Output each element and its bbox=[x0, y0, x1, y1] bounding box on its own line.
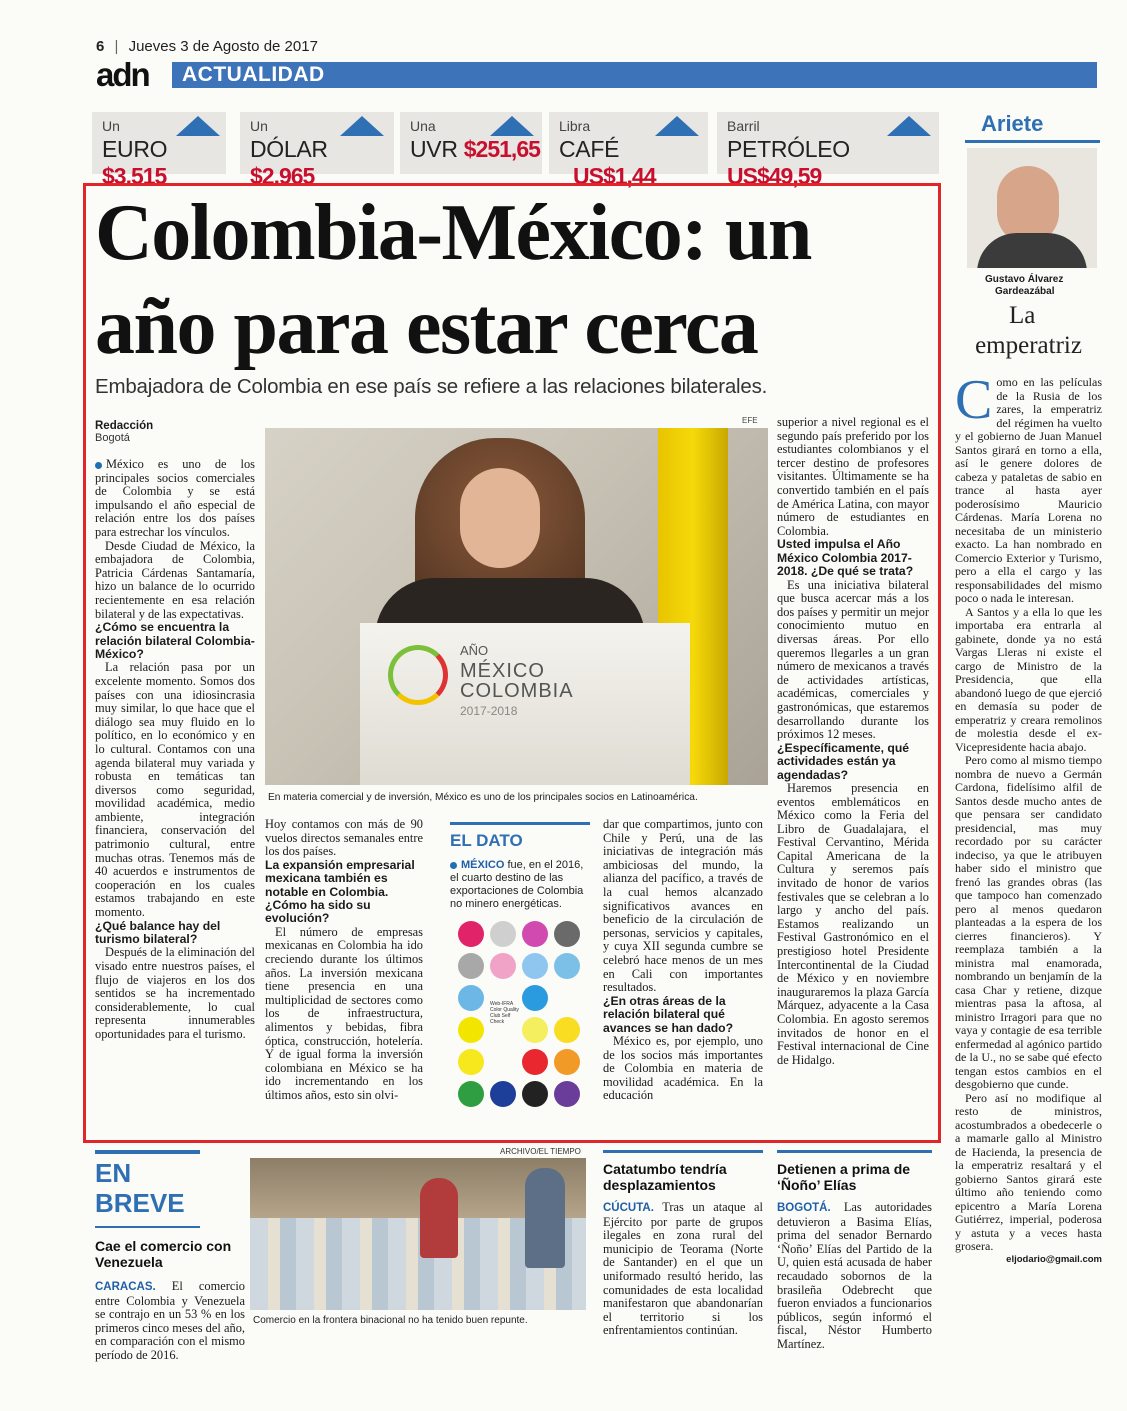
brief-city: CARACAS. bbox=[95, 1281, 156, 1293]
photo-credit: EFE bbox=[742, 416, 758, 425]
brief-nono-elias bbox=[777, 1150, 932, 1352]
up-arrow-icon bbox=[490, 116, 534, 136]
ticker-petroleo: Barril PETRÓLEO US$49,59 bbox=[717, 112, 939, 174]
section-bar bbox=[172, 62, 1097, 88]
brief-title: Catatumbo tendría desplazamientos bbox=[603, 1161, 727, 1193]
brief-city: BOGOTÁ. bbox=[777, 1202, 831, 1214]
column-paragraph: Pero así no modifique al resto de ministros, acostumbrados a obedecerle o a mamarle gallo al Ministro de Hacienda, la presencia de la emperatriz resaltará y el gobierno Santos girará este último año teniendo como epicentro a María Lorena Gutiérrez, imperial, poderosa y astuta y a veces hasta grosera. bbox=[955, 1090, 1102, 1253]
brief-title: Detienen a prima de ‘Ñoño’ Elías bbox=[777, 1161, 911, 1193]
column-title-2: emperatriz bbox=[975, 332, 1082, 359]
column-title-1: La bbox=[1009, 302, 1036, 329]
column-paragraph: omo en las películas de la Rusia de los zares, la emperatriz del régimen ha vuelto y el gobierno de Juan Manuel Santos girará en torno a ella, así le genere dolores de cabeza y pataletas de sabio en trance al hasta ayer poderosísimo Mauricio Cárdenas. María Lorena no necesitaba de un ministerio exacto. La han nombrado en Comercio Exterior y Turismo, pero a ella el cargo y las responsabilidades del mismo poco o nada le interesan. bbox=[955, 375, 1102, 605]
up-arrow-icon bbox=[887, 116, 931, 136]
article-paragraph: La relación pasa por un excelente momento. Somos dos países con una idiosincrasia muy similar, lo que hace que el diálogo sea muy fluido en lo político, en lo económico y en lo cultural. Contamos con una agenda bilateral muy variada y robusta en temáticas tan diversos como seguridad, movilidad académica, medio ambiente, integración financiera, conservación del patrimonio cultural, entre muchas otras. Tenemos más de 40 acuerdos e instrumentos de cooperación en los cuales estamos trabajando en este momento. bbox=[95, 660, 255, 920]
person-shape bbox=[420, 1178, 458, 1258]
podium-logo-icon bbox=[388, 645, 448, 705]
author-name-2: Gardeazábal bbox=[995, 286, 1055, 297]
article-column-2 bbox=[265, 818, 423, 1103]
interview-question: ¿Qué balance hay del turismo bilateral? bbox=[95, 918, 221, 947]
brand-logo: adn bbox=[96, 56, 149, 93]
article-paragraph: México es, por ejemplo, uno de los socios más importantes de Colombia en materia de movilidad académica. En la educación bbox=[603, 1033, 763, 1103]
article-paragraph: El número de empresas mexicanas en Colombia ha ido creciendo durante los últimos años. La inversión mexicana tiene presencia en una multiplicidad de sectores como los de infraestructura, alimentos y bebidas, fibra óptica, construcción, hotelería. Y de igual forma la inversión colombiana en México se ha ido incrementando en los últimos años, esto sin olvi- bbox=[265, 924, 423, 1102]
brief-title: Cae el comercio con Venezuela bbox=[95, 1238, 232, 1270]
subheadline: Embajadora de Colombia en ese país se refiere a las relaciones bilaterales. bbox=[95, 375, 768, 398]
author-photo bbox=[967, 148, 1097, 268]
article-lead: México es uno de los principales socios comerciales de Colombia y se está impulsando el año especial de relación entre los dos países para estrechar los vínculos. bbox=[95, 457, 255, 539]
brief-text: Las autoridades detuvieron a Basima Elías, prima del senador Bernardo ‘Ñoño’ Elías del Partido de la U, quien está acusada de haber recaudado sobornos de la brasileña Odebrecht que fueron enviados a funcionarios públicos, según informó el fiscal, Néstor Humberto Martínez. bbox=[777, 1200, 932, 1351]
article-column-1 bbox=[95, 420, 255, 1042]
author-email[interactable]: eljodario@gmail.com bbox=[1006, 1253, 1102, 1265]
interview-question: ¿En otras áreas de la relación bilateral qué avances se han dado? bbox=[603, 993, 734, 1035]
drop-cap: C bbox=[955, 369, 993, 431]
interview-question: ¿Cómo se encuentra la relación bilateral Colombia-México? bbox=[95, 620, 255, 661]
article-paragraph: dar que compartimos, junto con Chile y Perú, una de las iniciativas de integración más ambiciosas del mundo, la alianza del pacífico, a través de la cual hemos alcanzado significativos avances en beneficio de la circulación de personas, servicios y capitales, y cuya XII segunda cumbre se celebró hace menos de un mes en Cali con importantes resultados. bbox=[603, 817, 763, 995]
brief-catatumbo bbox=[603, 1150, 763, 1338]
bullet-icon bbox=[95, 462, 102, 469]
photo-caption: En materia comercial y de inversión, México es uno de los principales socios en Latinoamérica. bbox=[268, 792, 698, 803]
article-column-4 bbox=[603, 818, 763, 1103]
person-shape bbox=[525, 1168, 565, 1268]
page-number: 6 bbox=[96, 38, 105, 55]
brief-photo-credit: ARCHIVO/EL TIEMPO bbox=[500, 1147, 581, 1156]
en-breve-label-1: EN bbox=[95, 1158, 132, 1188]
article-paragraph: Es una iniciativa bilateral que busca acercar más a los dos países y permitir un mejor conocimiento mutuo en diversas áreas. Por ello queremos llegarles a un gran número de mexicanos a través de actividades artísticas, académicas, comerciales y gastronómicas, que estaremos desarrollando durante los próximos 12 meses. bbox=[777, 577, 929, 742]
article-paragraph: Haremos presencia en eventos emblemáticos en México como la Feria del Libro de Guadalajara, el Festival Cervantino, Mérida Capital Americana de la Cultura y seremos país invitado de honor de varios festivales que se celebran a lo largo y ancho del país. Estamos realizando un Festival Gastronómico en el prestigioso hotel Presidente Intercontinental de la Ciudad de México y en noviembre inauguraremos la plaza García Márquez, adyacente a la Casa Colombia. En agosto seremos invitados de honor en el Festival internacional de Cine de Hidalgo. bbox=[777, 780, 929, 1067]
interview-question: Usted impulsa el Año México Colombia 2017-2018. ¿De qué se trata? bbox=[777, 537, 914, 579]
ticker-dolar: Un DÓLAR $2.965 bbox=[240, 112, 394, 174]
author-name-1: Gustavo Álvarez bbox=[985, 274, 1064, 285]
up-arrow-icon bbox=[655, 116, 699, 136]
el-dato-box bbox=[450, 822, 590, 1142]
podium: AÑO MÉXICO COLOMBIA 2017-2018 bbox=[360, 623, 690, 785]
up-arrow-icon bbox=[340, 116, 384, 136]
article-paragraph: Desde Ciudad de México, la embajadora de Colombia, Patricia Cárdenas Santamaría, hizo un balance de lo ocurrido recientemente en esa relación bilateral y de las expectativas. bbox=[95, 538, 255, 621]
color-check-chart bbox=[450, 921, 580, 1111]
el-dato-lead: MÉXICO bbox=[461, 859, 505, 871]
el-dato-text: fue, en el 2016, el cuarto destino de las exportaciones de Colombia no minero energéticas. bbox=[450, 859, 584, 910]
brief-text: El comercio entre Colombia y Venezuela se contrajo en un 53 % en los primeros cinco meses del año, en comparación con el mismo período de 2016. bbox=[95, 1279, 245, 1362]
opinion-column bbox=[955, 104, 1102, 1265]
brief-text: Tras un ataque al Ejército por parte de grupos ilegales en zona rural del municipio de Teorama (Norte de Santander) en el que un uniformado resultó herido, las comunidades de esta localidad manifestaron que abandonarían el territorio si los enfrentamientos continúan. bbox=[603, 1200, 763, 1338]
interview-question: La expansión empresarial mexicana también es notable en Colombia. ¿Cómo ha sido su evolución? bbox=[265, 857, 415, 926]
page-date: Jueves 3 de Agosto de 2017 bbox=[128, 38, 318, 55]
color-check-label: Web-IFRA Color Quality Club Self Check bbox=[490, 1001, 519, 1025]
headline-line-1: Colombia-México: un bbox=[95, 189, 811, 277]
interview-question: ¿Específicamente, qué actividades están ya agendadas? bbox=[777, 740, 910, 782]
brief-photo bbox=[250, 1158, 586, 1310]
bullet-icon bbox=[450, 862, 457, 869]
article-paragraph: Después de la eliminación del visado entre nuestros países, el flujo de viajeros en los dos sentidos se ha incrementado considerablemente, lo cual representa innumerables oportunidades para el turismo. bbox=[95, 945, 255, 1041]
article-photo bbox=[265, 428, 768, 785]
article-column-5 bbox=[777, 416, 929, 1067]
ticker-uvr: Una UVR $251,65 bbox=[400, 112, 542, 174]
byline: Redacción bbox=[95, 420, 154, 432]
ticker-euro: Un EURO $3.515 bbox=[92, 112, 226, 174]
up-arrow-icon bbox=[176, 116, 220, 136]
column-paragraph: Pero como al mismo tiempo nombra de nuevo a Germán Cardona, fidelísimo alfil de Santos desde mucho antes de que pensara ser candidato presidencial, mas muy recordado por su carácter indeciso, ya que le atribuyen haber sido el ministro que frenó las grandes obras (las que tampoco han comenzado pero al menos quedaron planteadas a la espera de los cierres financieros). Y reemplaza también a la ministra mal enamorada, nombrando un benjamín de la casa Char y retiene, dizque mientras pasa la aftosa, al ministro Irragori para que no vaya y contagie de esa terrible enfermedad al agónico partido de la U., no se sabe qué efecto tengan estos cambios en el desgobierno que cunde. bbox=[955, 753, 1102, 1091]
column-label: Ariete bbox=[981, 111, 1044, 136]
article-paragraph: superior a nivel regional es el segundo país preferido por los estudiantes colombianos y el tercer destino de profesores visitantes. Últimamente se ha convertido también en el país de América Latina, con mayor número de estudiantes en Colombia. bbox=[777, 415, 929, 538]
brief-photo-caption: Comercio en la frontera binacional no ha tenido buen repunte. bbox=[253, 1315, 528, 1326]
byline-city: Bogotá bbox=[95, 432, 130, 444]
article-paragraph: Hoy contamos con más de 90 vuelos directos semanales entre los dos países. bbox=[265, 817, 423, 859]
en-breve-section bbox=[95, 1150, 245, 1363]
headline-line-2: año para estar cerca bbox=[95, 283, 758, 371]
el-dato-title: EL DATO bbox=[450, 831, 523, 850]
column-paragraph: A Santos y a ella lo que les importaba era entrarla al gabinete, donde ya no está Vargas Lleras ni existe el cargo de Ministro de la Presidencia, que ella abandonó luego de que ejerció en demasía su poder de emperatriz y creara remolinos de molestia desde el ex-Vicepresidente hacia abajo. bbox=[955, 604, 1102, 754]
page-header: 6 | Jueves 3 de Agosto de 2017 bbox=[96, 38, 318, 55]
speaker-face bbox=[460, 468, 540, 568]
ticker-cafe: Libra CAFÉ US$1,44 bbox=[549, 112, 708, 174]
section-label: ACTUALIDAD bbox=[182, 63, 325, 86]
brief-city: CÚCUTA. bbox=[603, 1202, 654, 1214]
en-breve-label-2: BREVE bbox=[95, 1188, 185, 1218]
